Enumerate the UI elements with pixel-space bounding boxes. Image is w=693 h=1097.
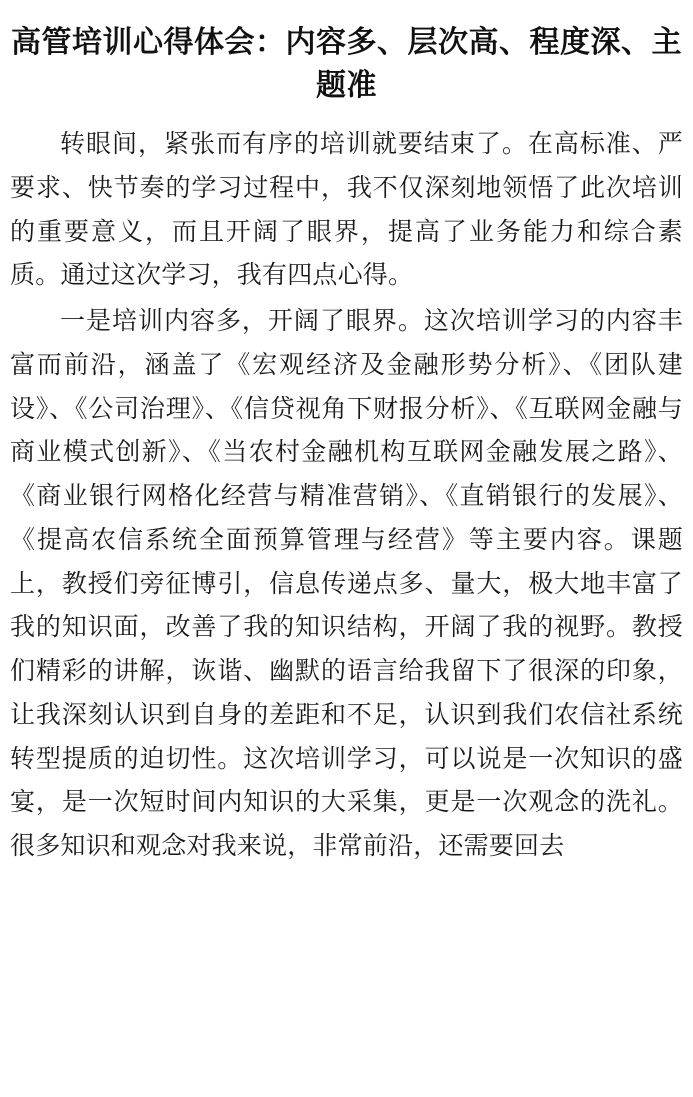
document-body	[10, 123, 683, 869]
paragraph: 一是培训内容多，开阔了眼界。这次培训学习的内容丰富而前沿，涵盖了《宏观经济及金融形势分析》、《团队建设》、《公司治理》、《信贷视角下财报分析》、《互联网金融与商业模式创新》、《当农村金融机构互联网金融发展之路》、《商业银行网格化经营与精准营销》、《直销银行的发展》、《提高农信系统全面预算管理与经营》等主要内容。课题上，教授们旁征博引，信息传递点多、量大，极大地丰富了我的知识面，改善了我的知识结构，开阔了我的视野。教授们精彩的讲解，诙谐、幽默的语言给我留下了很深的印象，让我深刻认识到自身的差距和不足，认识到我们农信社系统转型提质的迫切性。这次培训学习，可以说是一次知识的盛宴，是一次短时间内知识的大采集，更是一次观念的洗礼。很多知识和观念对我来说，非常前沿，还需要回去	[10, 307, 683, 861]
page-title: 高管培训心得体会：内容多、层次高、程度深、主题准	[11, 26, 682, 102]
paragraph: 转眼间，紧张而有序的培训就要结束了。在高标准、严要求、快节奏的学习过程中，我不仅深刻地领悟了此次培训的重要意义，而且开阔了眼界，提高了业务能力和综合素质。通过这次学习，我有四点心得。	[10, 130, 683, 290]
